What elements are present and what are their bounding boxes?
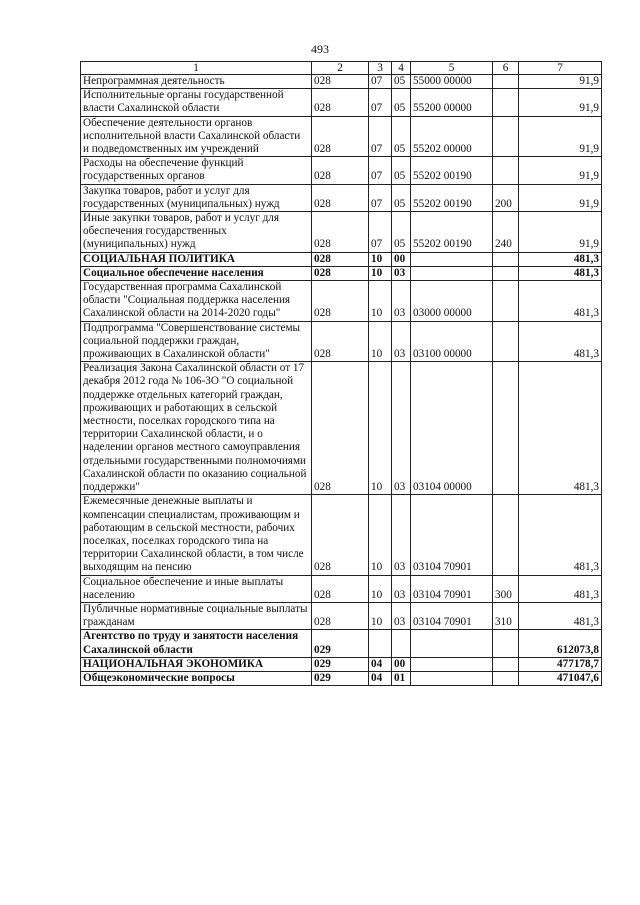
- row-admin-code-cell: 028: [312, 602, 369, 629]
- row-amount-cell: 481,3: [519, 495, 602, 575]
- row-amount-cell: 471047,6: [519, 671, 602, 685]
- row-expense-type-cell: [493, 671, 519, 685]
- row-section-cell: [369, 630, 392, 657]
- row-expense-type-cell: [493, 89, 519, 116]
- row-target-article-cell: 03104 70901: [411, 495, 493, 575]
- row-subsection-cell: 00: [392, 252, 411, 266]
- row-name-cell: Обеспечение деятельности органов исполнительной власти Сахалинской области и подведомственных им учреждений: [81, 116, 312, 157]
- row-admin-code-cell: 028: [312, 266, 369, 280]
- row-name-cell: Общеэкономические вопросы: [81, 671, 312, 685]
- row-name-cell: НАЦИОНАЛЬНАЯ ЭКОНОМИКА: [81, 657, 312, 671]
- row-admin-code-cell: 029: [312, 657, 369, 671]
- row-admin-code-cell: 028: [312, 495, 369, 575]
- row-expense-type-cell: [493, 266, 519, 280]
- row-admin-code-cell: 028: [312, 89, 369, 116]
- row-subsection-cell: 03: [392, 495, 411, 575]
- row-expense-type-cell: 240: [493, 212, 519, 253]
- row-section-cell: 10: [369, 362, 392, 495]
- row-section-cell: 07: [369, 75, 392, 89]
- row-name-cell: Подпрограмма "Совершенствование системы социальной поддержки граждан, проживающих в Сахалинской области": [81, 321, 312, 362]
- row-admin-code-cell: 028: [312, 281, 369, 322]
- table-row: [81, 575, 602, 602]
- row-admin-code-cell: 028: [312, 116, 369, 157]
- row-admin-code-cell: 029: [312, 671, 369, 685]
- row-expense-type-cell: [493, 157, 519, 184]
- row-admin-code-cell: 028: [312, 184, 369, 211]
- row-target-article-cell: 55200 00000: [411, 89, 493, 116]
- row-subsection-cell: 05: [392, 116, 411, 157]
- row-subsection-cell: 00: [392, 657, 411, 671]
- row-section-cell: 07: [369, 116, 392, 157]
- row-target-article-cell: [411, 252, 493, 266]
- row-expense-type-cell: [493, 75, 519, 89]
- row-name-cell: Исполнительные органы государственной власти Сахалинской области: [81, 89, 312, 116]
- row-amount-cell: 481,3: [519, 281, 602, 322]
- table-row: [81, 321, 602, 362]
- row-amount-cell: 91,9: [519, 116, 602, 157]
- table-body: [81, 75, 602, 686]
- row-target-article-cell: 03100 00000: [411, 321, 493, 362]
- row-amount-cell: 481,3: [519, 321, 602, 362]
- row-subsection-cell: 03: [392, 362, 411, 495]
- row-section-cell: 07: [369, 184, 392, 211]
- row-target-article-cell: 03000 00000: [411, 281, 493, 322]
- row-section-cell: 07: [369, 157, 392, 184]
- row-name-cell: Государственная программа Сахалинской области "Социальная поддержка населения Сахалинской области на 2014-2020 годы": [81, 281, 312, 322]
- row-admin-code-cell: 028: [312, 157, 369, 184]
- row-subsection-cell: 05: [392, 212, 411, 253]
- row-expense-type-cell: 310: [493, 602, 519, 629]
- row-target-article-cell: 03104 70901: [411, 602, 493, 629]
- row-subsection-cell: 05: [392, 184, 411, 211]
- row-name-cell: Социальное обеспечение и иные выплаты населению: [81, 575, 312, 602]
- row-expense-type-cell: [493, 630, 519, 657]
- row-amount-cell: 91,9: [519, 212, 602, 253]
- row-amount-cell: 481,3: [519, 602, 602, 629]
- row-name-cell: Ежемесячные денежные выплаты и компенсации специалистам, проживающим и работающим в сельской местности, рабочих поселках, поселках городского типа на территории Сахалинской области, в том числе выходящим на пенсию: [81, 495, 312, 575]
- row-admin-code-cell: 028: [312, 575, 369, 602]
- row-admin-code-cell: 028: [312, 321, 369, 362]
- row-subsection-cell: 03: [392, 575, 411, 602]
- row-amount-cell: 91,9: [519, 184, 602, 211]
- row-target-article-cell: 03104 70901: [411, 575, 493, 602]
- row-target-article-cell: 55202 00190: [411, 157, 493, 184]
- table-row: [81, 75, 602, 89]
- row-section-cell: 10: [369, 281, 392, 322]
- row-amount-cell: 91,9: [519, 75, 602, 89]
- row-name-cell: СОЦИАЛЬНАЯ ПОЛИТИКА: [81, 252, 312, 266]
- row-name-cell: Социальное обеспечение населения: [81, 266, 312, 280]
- row-subsection-cell: 05: [392, 89, 411, 116]
- row-expense-type-cell: [493, 281, 519, 322]
- row-section-cell: 10: [369, 495, 392, 575]
- header-col-5: 5: [411, 62, 493, 75]
- row-expense-type-cell: [493, 495, 519, 575]
- table-row: [81, 671, 602, 685]
- row-subsection-cell: 03: [392, 321, 411, 362]
- row-section-cell: 07: [369, 89, 392, 116]
- row-subsection-cell: 03: [392, 602, 411, 629]
- row-amount-cell: 481,3: [519, 362, 602, 495]
- table-row: [81, 362, 602, 495]
- row-expense-type-cell: 300: [493, 575, 519, 602]
- row-expense-type-cell: [493, 252, 519, 266]
- table-row: [81, 89, 602, 116]
- row-amount-cell: 612073,8: [519, 630, 602, 657]
- row-amount-cell: 481,3: [519, 266, 602, 280]
- row-section-cell: 10: [369, 602, 392, 629]
- row-section-cell: 04: [369, 657, 392, 671]
- row-expense-type-cell: [493, 116, 519, 157]
- header-col-6: 6: [493, 62, 519, 75]
- row-amount-cell: 481,3: [519, 252, 602, 266]
- row-name-cell: Иные закупки товаров, работ и услуг для обеспечения государственных (муниципальных) нужд: [81, 212, 312, 253]
- table-row: [81, 657, 602, 671]
- table-row: [81, 281, 602, 322]
- row-expense-type-cell: [493, 362, 519, 495]
- row-expense-type-cell: 200: [493, 184, 519, 211]
- row-expense-type-cell: [493, 321, 519, 362]
- table-row: [81, 602, 602, 629]
- header-row: [81, 62, 602, 75]
- row-name-cell: Непрограммная деятельность: [81, 75, 312, 89]
- row-subsection-cell: 03: [392, 281, 411, 322]
- table-row: [81, 116, 602, 157]
- row-expense-type-cell: [493, 657, 519, 671]
- row-name-cell: Публичные нормативные социальные выплаты гражданам: [81, 602, 312, 629]
- header-col-3: 3: [369, 62, 392, 75]
- budget-table: [80, 61, 602, 686]
- row-admin-code-cell: 028: [312, 362, 369, 495]
- row-amount-cell: 481,3: [519, 575, 602, 602]
- table-row: [81, 266, 602, 280]
- row-target-article-cell: [411, 671, 493, 685]
- row-admin-code-cell: 028: [312, 75, 369, 89]
- row-target-article-cell: [411, 630, 493, 657]
- row-amount-cell: 477178,7: [519, 657, 602, 671]
- table-row: [81, 495, 602, 575]
- table-row: [81, 157, 602, 184]
- row-section-cell: 10: [369, 266, 392, 280]
- row-section-cell: 10: [369, 575, 392, 602]
- row-target-article-cell: 03104 00000: [411, 362, 493, 495]
- row-amount-cell: 91,9: [519, 157, 602, 184]
- row-section-cell: 07: [369, 212, 392, 253]
- header-col-4: 4: [392, 62, 411, 75]
- header-col-1: 1: [81, 62, 312, 75]
- row-amount-cell: 91,9: [519, 89, 602, 116]
- page-number: 493: [311, 42, 329, 56]
- row-target-article-cell: 55000 00000: [411, 75, 493, 89]
- row-name-cell: Закупка товаров, работ и услуг для государственных (муниципальных) нужд: [81, 184, 312, 211]
- row-admin-code-cell: 028: [312, 212, 369, 253]
- row-admin-code-cell: 029: [312, 630, 369, 657]
- row-subsection-cell: 01: [392, 671, 411, 685]
- row-target-article-cell: [411, 266, 493, 280]
- row-target-article-cell: [411, 657, 493, 671]
- table-row: [81, 252, 602, 266]
- row-subsection-cell: 05: [392, 157, 411, 184]
- row-target-article-cell: 55202 00000: [411, 116, 493, 157]
- table-row: [81, 184, 602, 211]
- header-col-2: 2: [312, 62, 369, 75]
- row-section-cell: 04: [369, 671, 392, 685]
- row-section-cell: 10: [369, 252, 392, 266]
- row-target-article-cell: 55202 00190: [411, 212, 493, 253]
- row-admin-code-cell: 028: [312, 252, 369, 266]
- row-section-cell: 10: [369, 321, 392, 362]
- row-subsection-cell: 05: [392, 75, 411, 89]
- row-subsection-cell: 03: [392, 266, 411, 280]
- table-row: [81, 212, 602, 253]
- row-name-cell: Расходы на обеспечение функций государственных органов: [81, 157, 312, 184]
- header-col-7: 7: [519, 62, 602, 75]
- row-subsection-cell: [392, 630, 411, 657]
- row-name-cell: Агентство по труду и занятости населения Сахалинской области: [81, 630, 312, 657]
- row-target-article-cell: 55202 00190: [411, 184, 493, 211]
- table-row: [81, 630, 602, 657]
- row-name-cell: Реализация Закона Сахалинской области от 17 декабря 2012 года № 106-ЗО "О социальной поддержке отдельных категорий граждан, проживающих и работающих в сельской местности, поселках городского типа на территории Сахалинской области, и о наделении органов местного самоуправления отдельными государственными полномочиями Сахалинской области по оказанию социальной поддержки": [81, 362, 312, 495]
